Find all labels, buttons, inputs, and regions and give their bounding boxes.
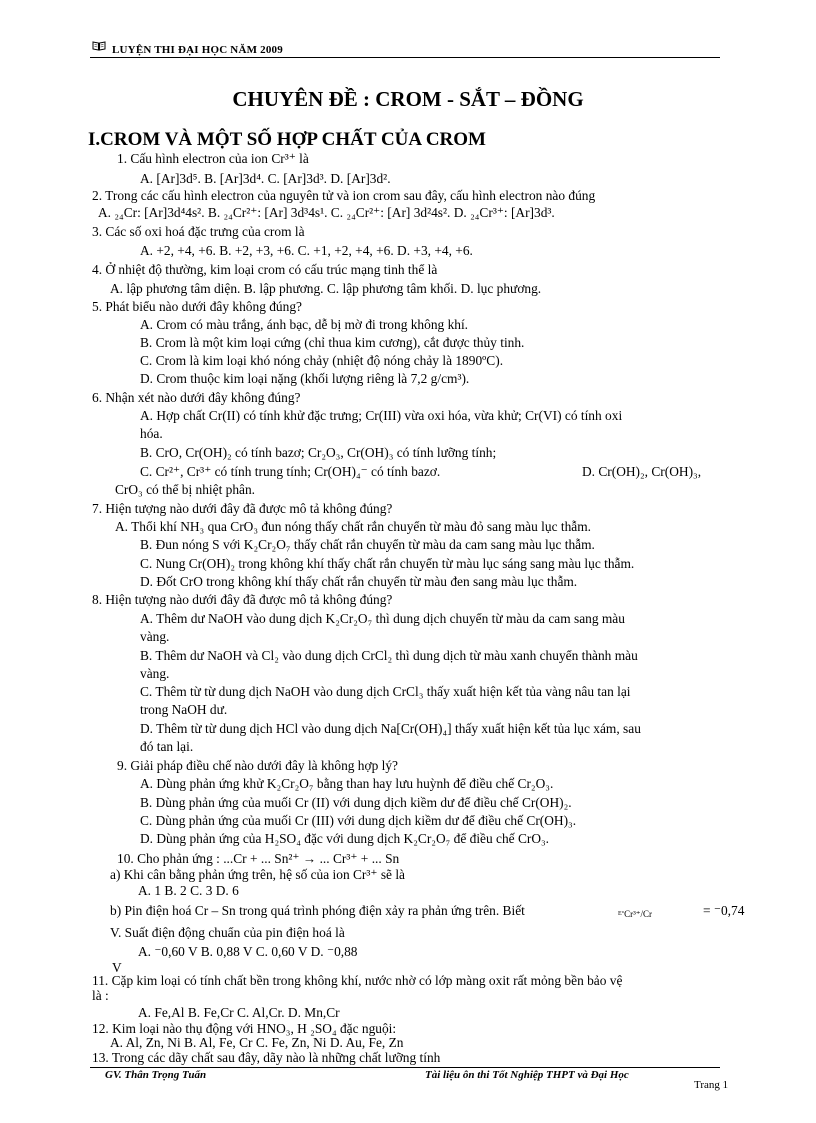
book-icon (92, 41, 106, 51)
answer-line: D. Thêm từ từ dung dịch HCl vào dung dịch Na[Cr(OH)₄] thấy xuất hiện kết tủa lục xám, sau (140, 721, 641, 736)
question-line: 5. Phát biểu nào dưới đây không đúng? (92, 299, 302, 314)
document-title: CHUYÊN ĐỀ : CROM - SẮT – ĐỒNG (232, 87, 584, 111)
header-title: LUYỆN THI ĐẠI HỌC NĂM 2009 (112, 44, 283, 56)
answer-line: B. Đun nóng S với K₂Cr₂O₇ thấy chất rắn chuyển từ màu da cam sang màu lục thẫm. (140, 537, 595, 552)
question-line: 9. Giải pháp điều chế nào dưới đây là không hợp lý? (117, 758, 398, 773)
question-line: 7. Hiện tượng nào dưới đây đã được mô tả không đúng? (92, 501, 393, 516)
answer-line: trong NaOH dư. (140, 702, 228, 717)
answer-line: D. Crom thuộc kim loại nặng (khối lượng riêng là 7,2 g/cm³). (140, 371, 470, 386)
answer-line: A. Dùng phản ứng khử K₂Cr₂O₇ bằng than hay lưu huỳnh để điều chế Cr₂O₃. (140, 776, 554, 791)
question-line: 1. Cấu hình electron của ion Cr³⁺ là (117, 151, 309, 166)
footer-source: Tài liệu ôn thi Tốt Nghiệp THPT và Đại Học (425, 1069, 629, 1081)
answer-line: A. 1 B. 2 C. 3 D. 6 (138, 883, 239, 898)
question-line: 8. Hiện tượng nào dưới đây đã được mô tả không đúng? (92, 592, 393, 607)
answer-line: A. Crom có màu trắng, ánh bạc, dễ bị mờ đi trong không khí. (140, 317, 469, 332)
answer-line: B. Crom là một kim loại cứng (chỉ thua kim cương), cắt được thủy tinh. (140, 335, 525, 350)
question-line: 6. Nhận xét nào dưới đây không đúng? (92, 390, 301, 405)
answer-line: vàng. (140, 666, 170, 681)
answer-line: D. Dùng phản ứng của H₂SO₄ đặc với dung dịch K₂Cr₂O₇ để điều chế CrO₃. (140, 831, 550, 846)
question-line: 13. Trong các dãy chất sau đây, dãy nào là những chất lưỡng tính (92, 1050, 441, 1065)
section-title: I.CROM VÀ MỘT SỐ HỢP CHẤT CỦA CROM (88, 129, 486, 150)
question-line: là : (92, 988, 109, 1003)
footer-author: GV. Thân Trọng Tuấn (105, 1069, 207, 1081)
question-line: 4. Ở nhiệt độ thường, kim loại crom có cấu trúc mạng tinh thể là (92, 262, 438, 277)
answer-line: V (112, 960, 122, 975)
answer-line: A. Thổi khí NH₃ qua CrO₃ đun nóng thấy chất rắn chuyển từ màu đỏ sang màu lục thẫm. (115, 519, 592, 534)
answer-line: C. Dùng phản ứng của muối Cr (III) với dung dịch kiềm dư để điều chế Cr(OH)₃. (140, 813, 577, 828)
question-line: 3. Các số oxi hoá đặc trưng của crom là (92, 224, 305, 239)
answer-line: CrO₃ có thể bị nhiệt phân. (115, 482, 256, 497)
answer-line: = ⁻0,74 (703, 903, 745, 918)
answer-line: hóa. (140, 426, 163, 441)
header-rule (90, 57, 720, 58)
question-line: 2. Trong các cấu hình electron của nguyên tử và ion crom sau đây, cấu hình electron nào đúng (92, 188, 596, 203)
answer-line: A. Fe,Al B. Fe,Cr C. Al,Cr. D. Mn,Cr (138, 1005, 340, 1020)
answer-line: A. +2, +4, +6. B. +2, +3, +6. C. +1, +2, +4, +6. D. +3, +4, +6. (140, 243, 473, 258)
page-number: Trang 1 (694, 1079, 729, 1091)
question-line: 11. Cặp kim loại có tính chất bền trong không khí, nước nhờ có lớp màng oxit rất mỏng bền bảo vệ (92, 973, 623, 988)
question-line: 10. Cho phản ứng : ...Cr + ... Sn²⁺ → ... Cr³⁺ + ... Sn (117, 851, 400, 866)
answer-line: A. ₂₄Cr: [Ar]3d⁴4s². B. ₂₄Cr²⁺: [Ar] 3d³4s¹. C. ₂₄Cr²⁺: [Ar] 3d²4s². D. ₂₄Cr³⁺: [Ar]3d³. (98, 205, 555, 220)
answer-line: A. Hợp chất Cr(II) có tính khử đặc trưng; Cr(III) vừa oxi hóa, vừa khử; Cr(VI) có tính oxi (140, 408, 623, 423)
answer-line: D. Cr(OH)₂, Cr(OH)₃, (582, 464, 702, 479)
answer-line: A. lập phương tâm diện. B. lập phương. C. lập phương tâm khối. D. lục phương. (110, 281, 542, 296)
answer-line: V. Suất điện động chuẩn của pin điện hoá là (110, 925, 345, 940)
answer-line: B. Dùng phản ứng của muối Cr (II) với dung dịch kiềm dư để điều chế Cr(OH)₂. (140, 795, 572, 810)
answer-line: C. Thêm từ từ dung dịch NaOH vào dung dịch CrCl₃ thấy xuất hiện kết tủa vàng nâu tan lại (140, 684, 631, 699)
answer-line: b) Pin điện hoá Cr – Sn trong quá trình phóng điện xảy ra phản ứng trên. Biết (110, 903, 525, 918)
answer-line: a) Khi cân bằng phản ứng trên, hệ số của ion Cr³⁺ sẽ là (110, 867, 405, 882)
answer-line: D. Đốt CrO trong không khí thấy chất rắn chuyển từ màu đen sang màu lục thẫm. (140, 574, 578, 589)
answer-line: A. Thêm dư NaOH vào dung dịch K₂Cr₂O₇ thì dung dịch chuyển từ màu da cam sang màu (140, 611, 625, 626)
answer-line: C. Nung Cr(OH)₂ trong không khí thấy chất rắn chuyển từ màu lục sáng sang màu lục thẫm. (140, 556, 635, 571)
answer-line: B. CrO, Cr(OH)₂ có tính bazơ; Cr₂O₃, Cr(OH)₃ có tính lưỡng tính; (140, 445, 497, 460)
answer-line: B. Thêm dư NaOH và Cl₂ vào dung dịch CrCl₂ thì dung dịch từ màu xanh chuyển thành màu (140, 648, 638, 663)
answer-line: A. Al, Zn, Ni B. Al, Fe, Cr C. Fe, Zn, Ni D. Au, Fe, Zn (110, 1035, 404, 1050)
answer-line: A. ⁻0,60 V B. 0,88 V C. 0,60 V D. ⁻0,88 (138, 944, 358, 959)
answer-line: A. [Ar]3d⁵. B. [Ar]3d⁴. C. [Ar]3d³. D. [Ar]3d². (140, 171, 391, 186)
answer-line: đó tan lại. (140, 739, 194, 754)
answer-line: C. Cr²⁺, Cr³⁺ có tính trung tính; Cr(OH)₄⁻ có tính bazơ. (140, 464, 441, 479)
question-line: 12. Kim loại nào thụ động với HNO₃, H ₂SO₄ đặc nguội: (92, 1021, 397, 1036)
electrode-potential-symbol: $E^\circ_{Cr^{3+}/Cr}$ (618, 909, 653, 920)
answer-line: C. Crom là kim loại khó nóng chảy (nhiệt độ nóng chảy là 1890ºC). (140, 353, 504, 368)
answer-line: vàng. (140, 629, 170, 644)
